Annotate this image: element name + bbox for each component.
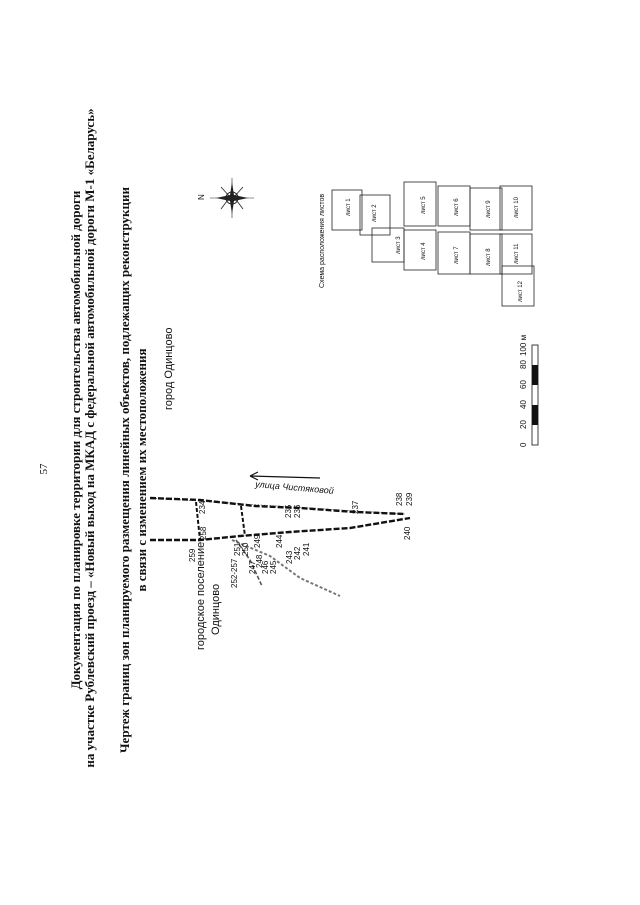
sheet-10-label: лист 10 (514, 197, 520, 218)
scale-tick-60: 60 (519, 380, 528, 389)
boundary-line-upper (150, 498, 405, 514)
settlement-label-line1: городское поселение (195, 541, 207, 650)
sheet-4-label: лист 4 (421, 242, 427, 260)
point-label-251: 251 (233, 542, 242, 556)
sheet-2-label: лист 2 (372, 204, 378, 222)
point-label-235: 235 (284, 504, 293, 518)
point-label-259: 259 (188, 548, 197, 562)
sheet-12-label: лист 12 (518, 281, 524, 302)
sheet-5 (404, 182, 436, 226)
sheet-5-label: лист 5 (421, 196, 427, 214)
sheet-1-label: лист 1 (346, 198, 352, 216)
drawing-title-line-2: в связи с изменением их местоположения (134, 348, 149, 592)
point-label-234: 234 (198, 500, 207, 514)
page-number: 57 (38, 463, 50, 475)
document-title-line-1: Документация по планировке территории для строительства автомобильной дороги (68, 190, 83, 690)
point-label-247: 247 (248, 560, 257, 574)
sheet-8-label: лист 8 (486, 248, 492, 266)
document-title-line-2: на участке Рублевский проезд – «Новый выход на МКАД с федеральной автомобильной дороги М-1 «Беларусь» (82, 108, 97, 768)
settlement-label-line2: Одинцово (210, 583, 222, 635)
scale-tick-40: 40 (519, 400, 528, 409)
compass-rose-icon (210, 178, 254, 218)
point-label-241: 241 (302, 542, 311, 556)
city-label: город Одинцово (163, 327, 175, 410)
compass-north-label: N (197, 194, 206, 200)
point-label-248: 248 (255, 554, 264, 568)
sheet-scheme-title: Схема расположения листов (319, 193, 326, 288)
point-label-239: 239 (405, 492, 414, 506)
point-label-240: 240 (403, 526, 412, 540)
point-label-237: 237 (351, 500, 360, 514)
point-label-249: 249 (253, 534, 262, 548)
scale-tick-20: 20 (519, 420, 528, 429)
sheet-scheme (319, 182, 534, 306)
sheet-6-label: лист 6 (454, 198, 460, 216)
point-label-246: 246 (261, 560, 270, 574)
point-label-250: 250 (241, 542, 250, 556)
sheet-3-label: лист 3 (396, 236, 402, 254)
scale-tick-100: 100 м (519, 334, 528, 356)
sheet-4 (404, 230, 436, 270)
point-label-243: 243 (285, 550, 294, 564)
point-label-252-257: 252-257 (230, 558, 239, 588)
sheet-7-label: лист 7 (454, 246, 460, 264)
sheet-9-label: лист 9 (486, 200, 492, 218)
point-labels (188, 492, 414, 588)
street-label: улица Чистяковой (254, 479, 335, 496)
point-label-245: 245 (269, 560, 278, 574)
point-label-238: 238 (395, 492, 404, 506)
point-label-236: 236 (293, 504, 302, 518)
scale-tick-80: 80 (519, 360, 528, 369)
scale-tick-0: 0 (519, 442, 528, 447)
point-label-242: 242 (293, 546, 302, 560)
connector-line-2 (241, 506, 245, 536)
point-label-244: 244 (275, 534, 284, 548)
sheet-11-label: лист 11 (514, 243, 520, 264)
scale-bar-ticks (519, 335, 528, 447)
point-label-258: 258 (199, 526, 208, 540)
drawing-title-line-1: Чертеж границ зон планируемого размещения линейных объектов, подлежащих реконструкции (117, 187, 132, 753)
scale-bar (532, 345, 538, 445)
